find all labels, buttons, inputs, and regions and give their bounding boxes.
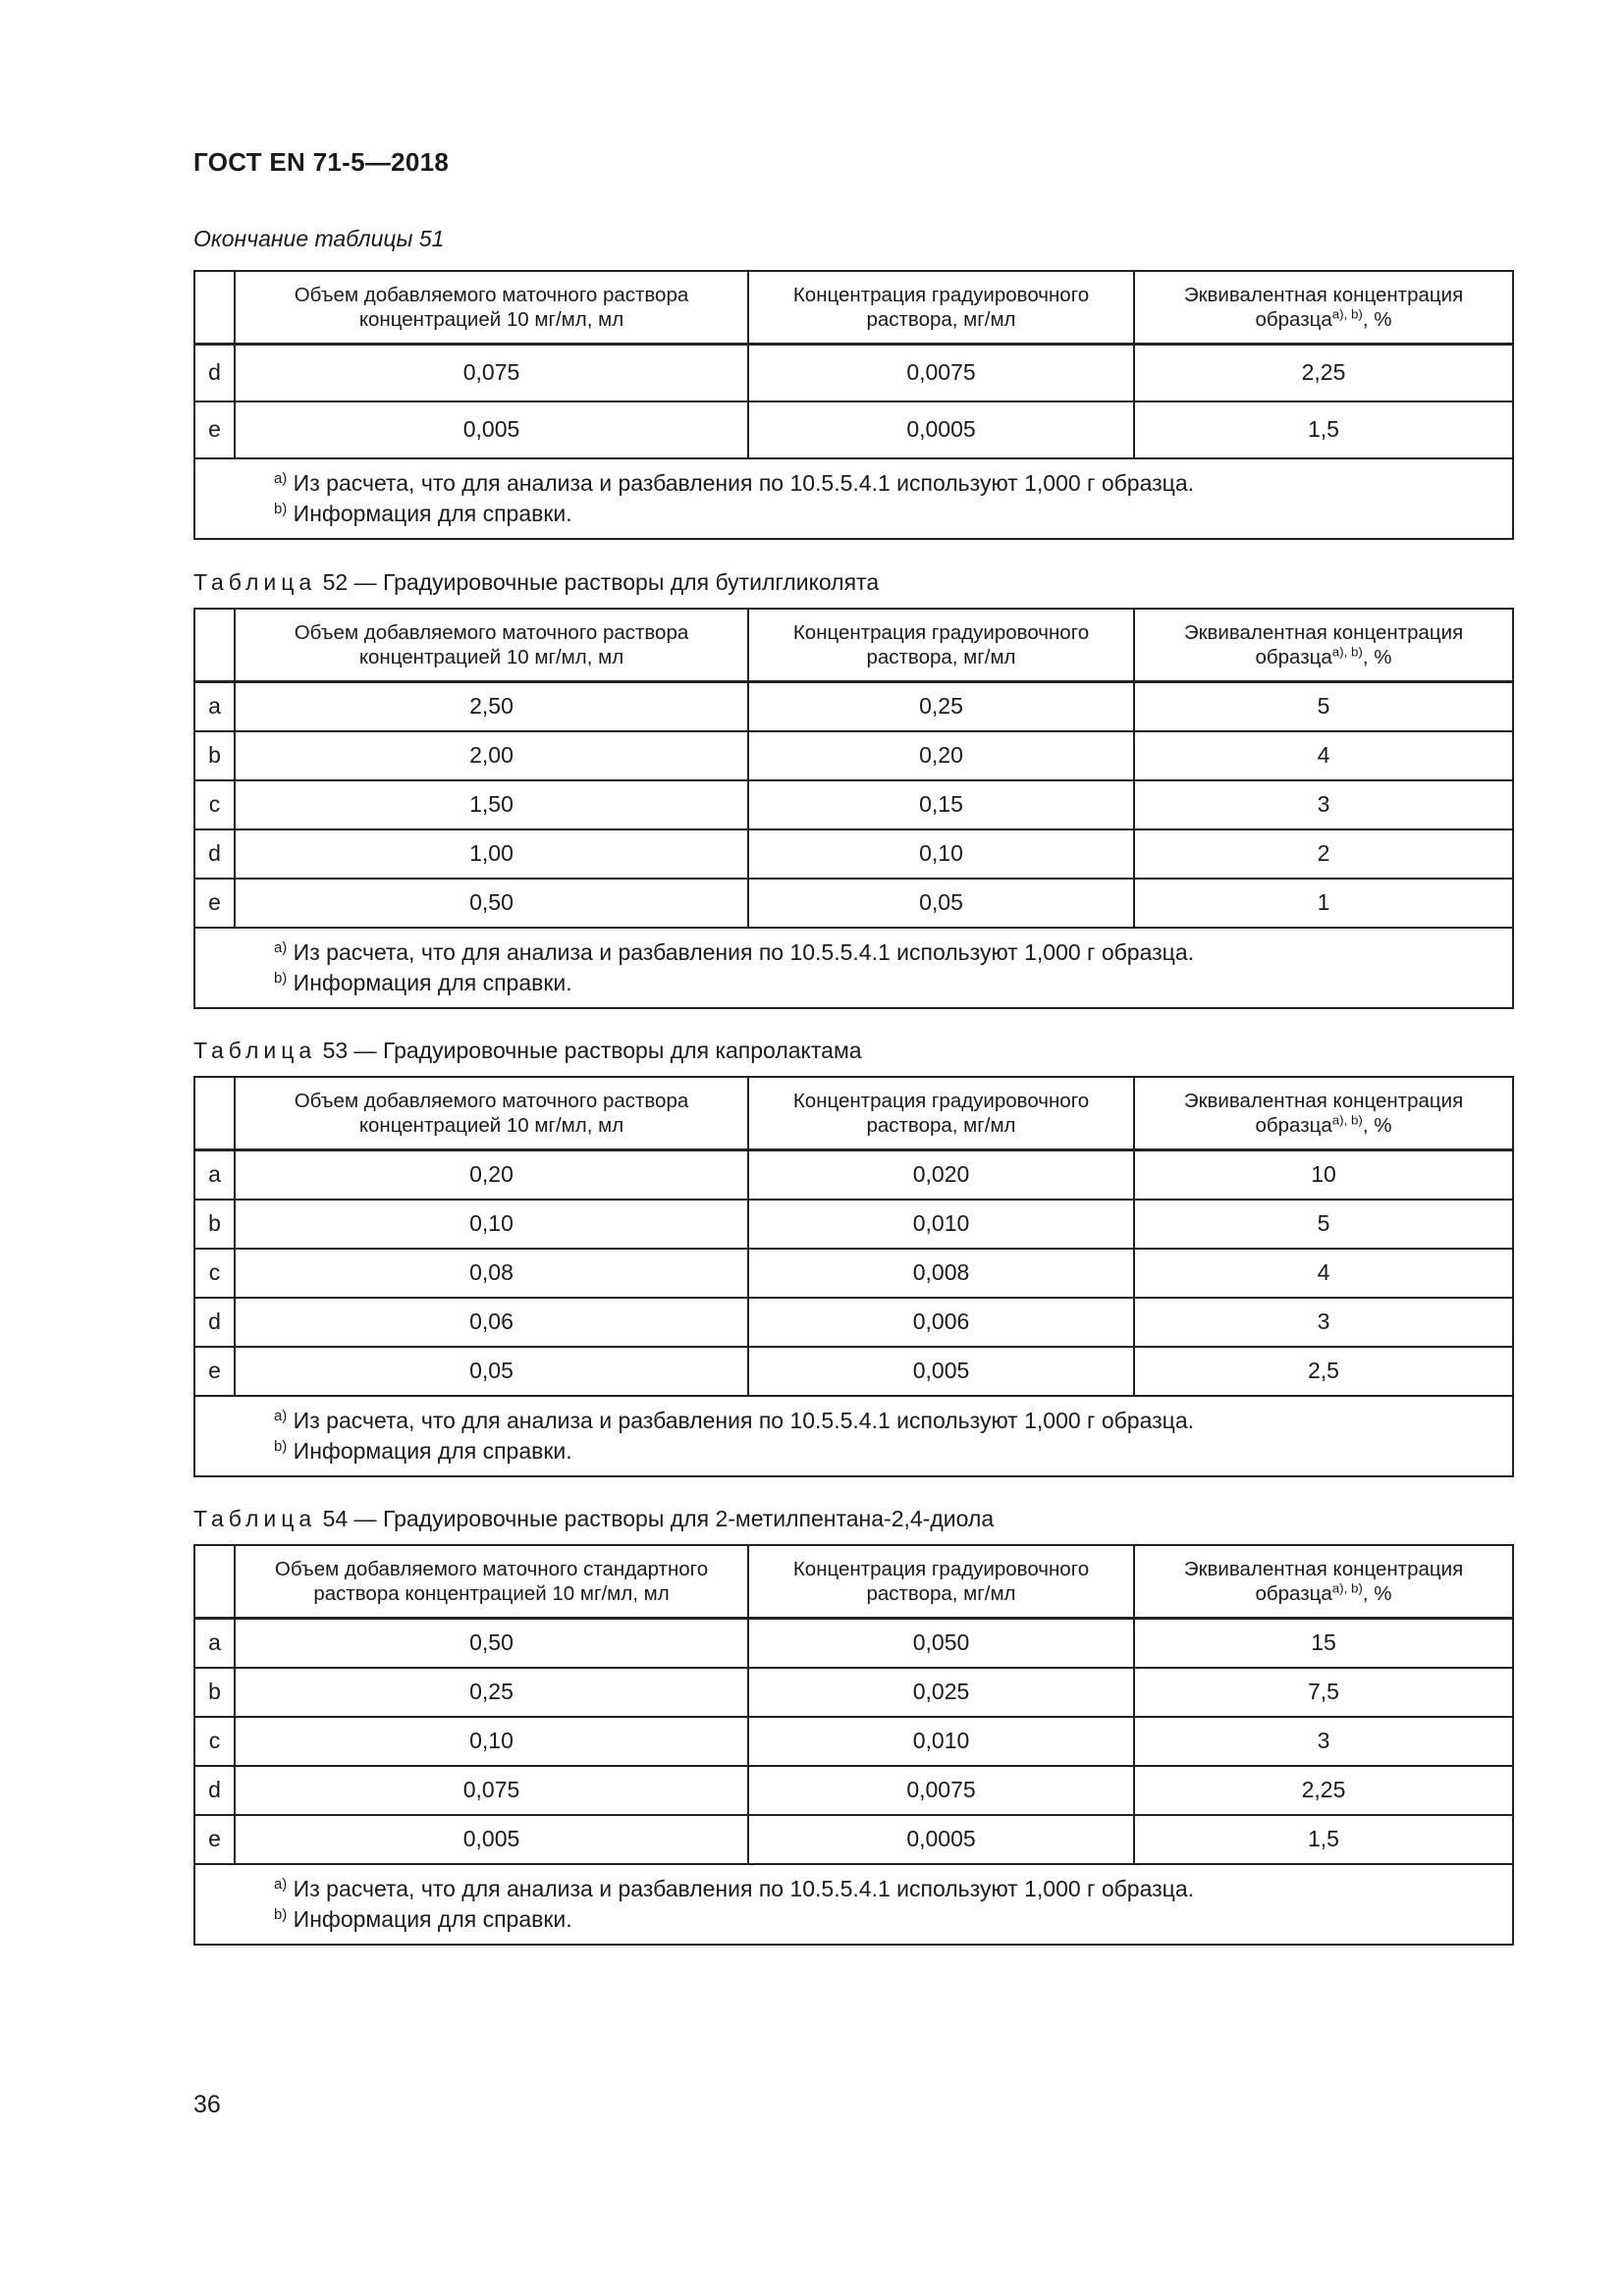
cell-concentration: 0,050 [748, 1619, 1134, 1668]
header-concentration: Концентрация градуировочного раствора, мг/мл [748, 1077, 1134, 1150]
table-row [194, 1766, 1513, 1815]
header-volume-standard: Объем добавляемого маточного стандартного раствора концентрацией 10 мг/мл, мл [235, 1545, 748, 1619]
header-equivalent: Эквивалентная концентрация образца$^{a), b)}$, % [1134, 609, 1513, 682]
table-53-caption: Таблица 53 — Градуировочные растворы для капролактама [193, 1038, 862, 1063]
cell-equivalent: 2,25 [1134, 1766, 1513, 1815]
cell-equivalent: 2,25 [1134, 345, 1513, 401]
cell-volume: 0,075 [235, 1766, 748, 1815]
cell-concentration: 0,15 [748, 780, 1134, 829]
row-label: c [194, 1717, 235, 1766]
table-header-row [194, 1077, 1513, 1150]
row-label: c [194, 780, 235, 829]
header-concentration: Концентрация градуировочного раствора, мг/мл [748, 1545, 1134, 1619]
row-label: d [194, 1298, 235, 1347]
row-label: c [194, 1249, 235, 1298]
footnotes-cell: $^{a)}$ Из расчета, что для анализа и разбавления по 10.5.5.4.1 используют 1,000 г образца. $^{b)}$ Информация для справки. [194, 1864, 1513, 1945]
cell-concentration: 0,0005 [748, 1815, 1134, 1864]
table-row [194, 682, 1513, 731]
table-row [194, 1150, 1513, 1200]
cell-concentration: 0,005 [748, 1347, 1134, 1396]
row-label: d [194, 829, 235, 879]
page-number: 36 [193, 2091, 221, 2118]
cell-equivalent: 2,5 [1134, 1347, 1513, 1396]
table-row [194, 780, 1513, 829]
table-51-continuation-note: Окончание таблицы 51 [193, 226, 445, 251]
header-blank-cell [194, 609, 235, 682]
cell-volume: 0,005 [235, 401, 748, 458]
table-53 [193, 1076, 1514, 1477]
table-row [194, 1815, 1513, 1864]
cell-volume: 1,50 [235, 780, 748, 829]
table-row [194, 345, 1513, 401]
cell-concentration: 0,10 [748, 829, 1134, 879]
table-row [194, 1249, 1513, 1298]
cell-concentration: 0,020 [748, 1150, 1134, 1200]
cell-equivalent: 7,5 [1134, 1668, 1513, 1717]
table-footnotes [194, 1396, 1513, 1476]
header-volume: Объем добавляемого маточного раствора концентрацией 10 мг/мл, мл [235, 271, 748, 345]
footnotes-cell: $^{a)}$ Из расчета, что для анализа и разбавления по 10.5.5.4.1 используют 1,000 г образца. $^{b)}$ Информация для справки. [194, 458, 1513, 539]
row-label: a [194, 1619, 235, 1668]
cell-volume: 0,20 [235, 1150, 748, 1200]
table-row [194, 731, 1513, 780]
cell-concentration: 0,20 [748, 731, 1134, 780]
cell-equivalent: 3 [1134, 1717, 1513, 1766]
cell-volume: 0,25 [235, 1668, 748, 1717]
cell-equivalent: 1,5 [1134, 1815, 1513, 1864]
cell-equivalent: 5 [1134, 1200, 1513, 1249]
header-equivalent: Эквивалентная концентрация образца$^{a), b)}$, % [1134, 1077, 1513, 1150]
cell-volume: 1,00 [235, 829, 748, 879]
cell-volume: 0,50 [235, 1619, 748, 1668]
table-header-row [194, 609, 1513, 682]
row-label: e [194, 879, 235, 928]
cell-volume: 0,05 [235, 1347, 748, 1396]
page-header-title: ГОСТ EN 71-5—2018 [193, 147, 450, 177]
cell-equivalent: 1 [1134, 879, 1513, 928]
cell-volume: 0,10 [235, 1717, 748, 1766]
table-header-row [194, 1545, 1513, 1619]
cell-concentration: 0,05 [748, 879, 1134, 928]
header-volume: Объем добавляемого маточного раствора концентрацией 10 мг/мл, мл [235, 1077, 748, 1150]
cell-equivalent: 4 [1134, 731, 1513, 780]
cell-concentration: 0,0075 [748, 1766, 1134, 1815]
table-row [194, 1619, 1513, 1668]
table-row [194, 1347, 1513, 1396]
table-row [194, 401, 1513, 458]
cell-equivalent: 3 [1134, 1298, 1513, 1347]
table-51 [193, 270, 1514, 540]
header-equivalent: Эквивалентная концентрация образца$^{a), b)}$, % [1134, 1545, 1513, 1619]
cell-volume: 0,06 [235, 1298, 748, 1347]
header-blank-cell [194, 271, 235, 345]
row-label: b [194, 1200, 235, 1249]
row-label: b [194, 1668, 235, 1717]
cell-volume: 0,50 [235, 879, 748, 928]
table-row [194, 879, 1513, 928]
cell-equivalent: 15 [1134, 1619, 1513, 1668]
cell-concentration: 0,25 [748, 682, 1134, 731]
row-label: d [194, 1766, 235, 1815]
table-footnotes [194, 1864, 1513, 1945]
table-54-caption: Таблица 54 — Градуировочные растворы для 2-метилпентана-2,4-диола [193, 1506, 995, 1531]
header-concentration: Концентрация градуировочного раствора, мг/мл [748, 609, 1134, 682]
row-label: e [194, 401, 235, 458]
cell-equivalent: 3 [1134, 780, 1513, 829]
row-label: b [194, 731, 235, 780]
header-blank-cell [194, 1545, 235, 1619]
table-footnotes [194, 458, 1513, 539]
cell-volume: 0,08 [235, 1249, 748, 1298]
table-row [194, 1717, 1513, 1766]
header-equivalent: Эквивалентная концентрация образца$^{a), b)}$, % [1134, 271, 1513, 345]
table-row [194, 1668, 1513, 1717]
cell-concentration: 0,006 [748, 1298, 1134, 1347]
cell-equivalent: 10 [1134, 1150, 1513, 1200]
footnotes-cell: $^{a)}$ Из расчета, что для анализа и разбавления по 10.5.5.4.1 используют 1,000 г образца. $^{b)}$ Информация для справки. [194, 1396, 1513, 1476]
table-row [194, 1200, 1513, 1249]
table-footnotes [194, 928, 1513, 1008]
cell-volume: 2,50 [235, 682, 748, 731]
table-header-row [194, 271, 1513, 345]
row-label: d [194, 345, 235, 401]
header-volume: Объем добавляемого маточного раствора концентрацией 10 мг/мл, мл [235, 609, 748, 682]
table-row [194, 829, 1513, 879]
cell-concentration: 0,0075 [748, 345, 1134, 401]
cell-equivalent: 5 [1134, 682, 1513, 731]
cell-volume: 0,075 [235, 345, 748, 401]
row-label: a [194, 1150, 235, 1200]
row-label: e [194, 1347, 235, 1396]
table-54 [193, 1544, 1514, 1946]
row-label: e [194, 1815, 235, 1864]
cell-equivalent: 2 [1134, 829, 1513, 879]
table-52 [193, 608, 1514, 1009]
cell-concentration: 0,0005 [748, 401, 1134, 458]
header-concentration: Концентрация градуировочного раствора, мг/мл [748, 271, 1134, 345]
row-label: a [194, 682, 235, 731]
cell-equivalent: 4 [1134, 1249, 1513, 1298]
table-row [194, 1298, 1513, 1347]
header-blank-cell [194, 1077, 235, 1150]
cell-volume: 0,10 [235, 1200, 748, 1249]
cell-volume: 2,00 [235, 731, 748, 780]
cell-volume: 0,005 [235, 1815, 748, 1864]
cell-concentration: 0,025 [748, 1668, 1134, 1717]
cell-equivalent: 1,5 [1134, 401, 1513, 458]
cell-concentration: 0,010 [748, 1200, 1134, 1249]
footnotes-cell: $^{a)}$ Из расчета, что для анализа и разбавления по 10.5.5.4.1 используют 1,000 г образца. $^{b)}$ Информация для справки. [194, 928, 1513, 1008]
cell-concentration: 0,008 [748, 1249, 1134, 1298]
cell-concentration: 0,010 [748, 1717, 1134, 1766]
table-52-caption: Таблица 52 — Градуировочные растворы для бутилгликолята [193, 569, 880, 595]
